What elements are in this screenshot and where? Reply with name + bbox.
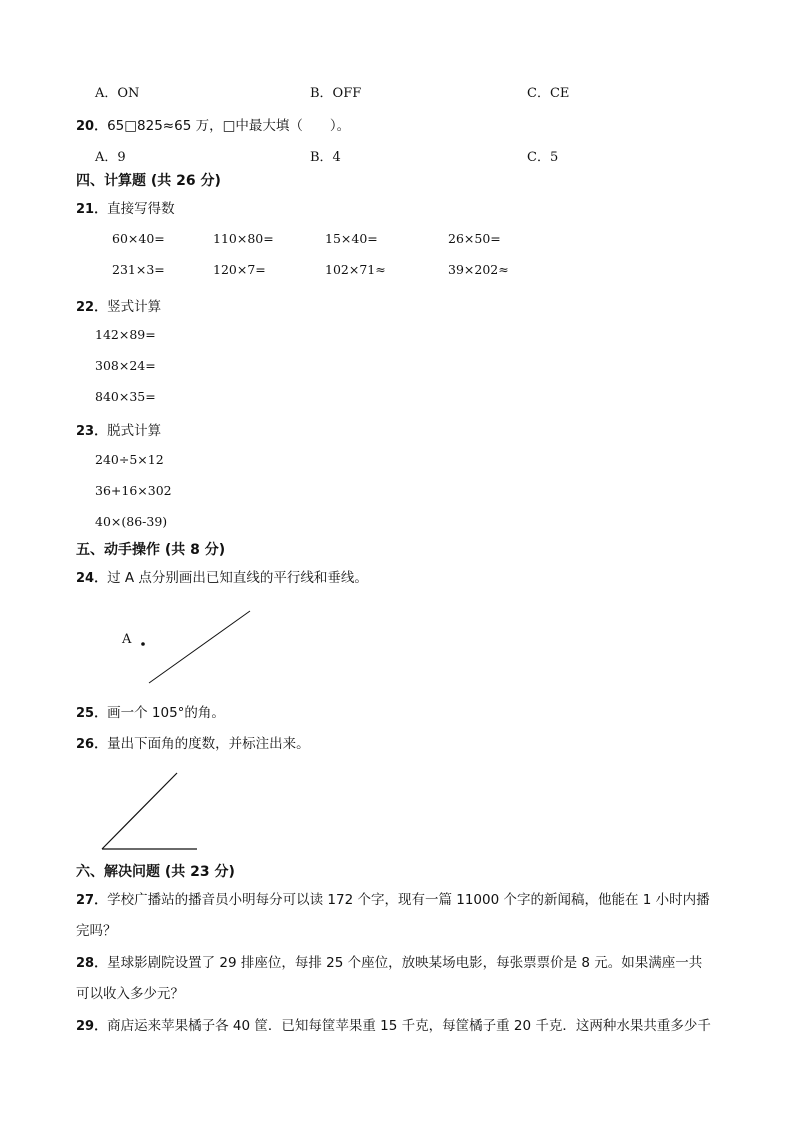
q21-item: 15×40= — [325, 231, 378, 246]
q21-item: 26×50= — [448, 231, 501, 246]
q21-item: 120×7= — [213, 262, 266, 277]
q22-item: 142×89= — [95, 327, 156, 342]
question-number: 27． — [76, 893, 108, 908]
section-6-title: 六、解决问题 (共 23 分) — [76, 864, 235, 880]
q20-option-c: C．5 — [527, 150, 559, 165]
question-text: 量出下面角的度数，并标注出来。 — [107, 736, 310, 752]
section-5-title: 五、动手操作 (共 8 分) — [76, 542, 226, 558]
q23-item: 40×(86-39) — [95, 514, 168, 529]
q19-option-c: C．CE — [527, 86, 570, 101]
q22-item: 840×35= — [95, 389, 156, 404]
question-number: 26． — [76, 737, 108, 752]
question-number: 24． — [76, 571, 108, 586]
q19-option-b: B．OFF — [310, 86, 362, 101]
q23-item: 240÷5×12 — [95, 452, 164, 467]
q21-item: 110×80= — [213, 231, 274, 246]
question-number: 29． — [76, 1019, 108, 1034]
section-4-title: 四、计算题 (共 26 分) — [76, 173, 221, 189]
q27-continuation: 完吗？ — [76, 923, 117, 939]
question-text: 商店运来苹果橘子各 40 筐．已知每筐苹果重 15 千克，每筐橘子重 20 千克．这两种水果共重多少千 — [107, 1018, 711, 1034]
question-number: 28． — [76, 956, 108, 971]
q21-item: 102×71≈ — [325, 262, 386, 277]
question-text: 星球影剧院设置了 29 排座位，每排 25 个座位，放映某场电影，每张票票价是 8 元。如果满座一共 — [107, 955, 703, 971]
question-text: 脱式计算 — [107, 423, 162, 439]
q21-item: 60×40= — [112, 231, 165, 246]
question-number: 22． — [76, 300, 108, 315]
q28 — [76, 951, 702, 971]
question-text: 竖式计算 — [107, 299, 162, 315]
q29 — [76, 1014, 711, 1034]
question-text: 过 A 点分别画出已知直线的平行线和垂线。 — [107, 570, 368, 586]
question-text: 65□825≈65 万，□中最大填（ ）。 — [107, 118, 351, 134]
question-number: 23． — [76, 424, 108, 439]
q28-continuation: 可以收入多少元？ — [76, 986, 184, 1002]
question-number: 20． — [76, 119, 108, 134]
question-number: 25． — [76, 706, 108, 721]
question-text: 直接写得数 — [107, 201, 175, 217]
q21-item: 231×3= — [112, 262, 165, 277]
question-text: 学校广播站的播音员小明每分可以读 172 个字，现有一篇 11000 个字的新闻稿，他能在 1 小时内播 — [107, 892, 710, 908]
point-a-label: A — [122, 632, 132, 647]
q27 — [76, 888, 710, 908]
question-number: 21． — [76, 202, 108, 217]
q22-item: 308×24= — [95, 358, 156, 373]
q20-option-b: B．4 — [310, 150, 341, 165]
q23-item: 36+16×302 — [95, 483, 172, 498]
q21-item: 39×202≈ — [448, 262, 509, 277]
angle-slant-ray — [102, 773, 177, 849]
question-text: 画一个 105°的角。 — [107, 705, 225, 721]
q19-option-a: A．ON — [95, 86, 140, 101]
q20-option-a: A．9 — [95, 150, 126, 165]
